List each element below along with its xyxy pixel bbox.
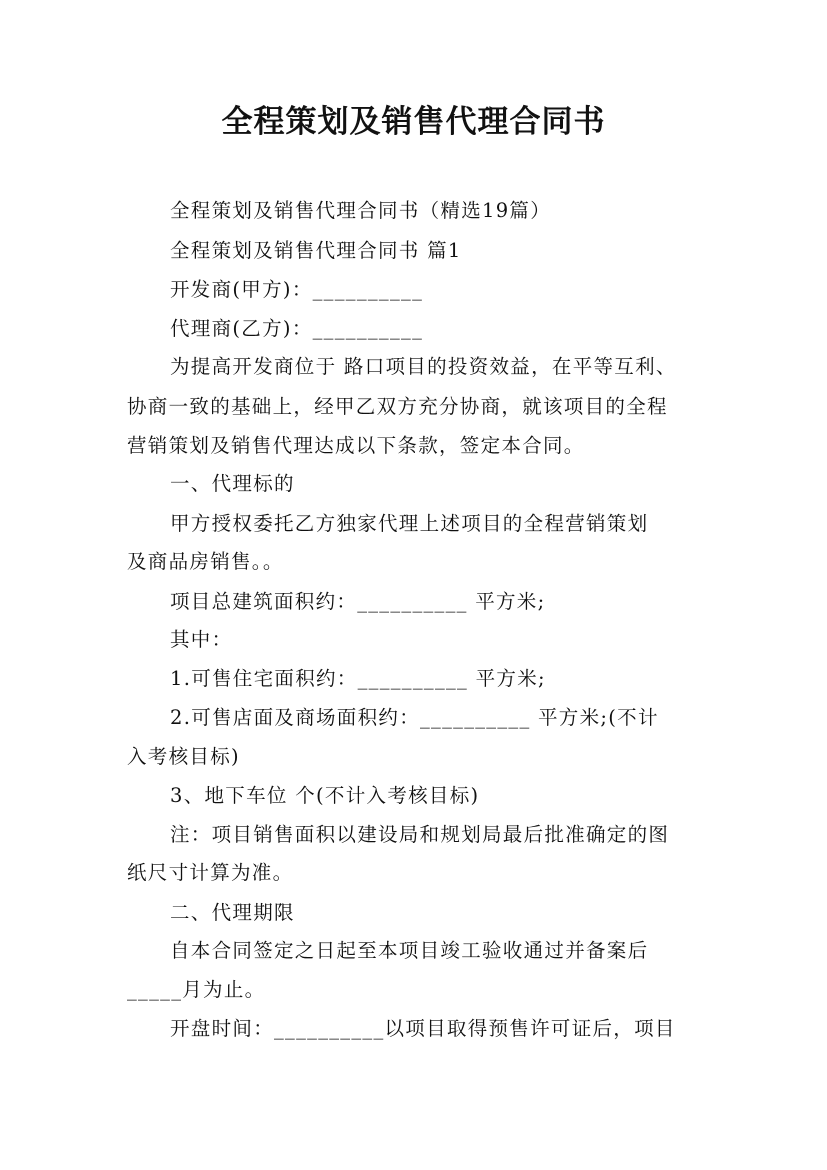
paragraph-line: _____月为止。 — [127, 978, 266, 1001]
paragraph-line: 为提高开发商位于 路口项目的投资效益，在平等互利、 — [170, 355, 677, 378]
area-line: 2.可售店面及商场面积约：__________ 平方米;(不计 — [170, 706, 659, 729]
paragraph-line: 3、地下车位 个(不计入考核目标) — [170, 784, 480, 807]
paragraph-line: 入考核目标) — [127, 745, 240, 768]
subtitle-line: 全程策划及销售代理合同书（精选19篇） — [170, 199, 552, 222]
paragraph-line: 营销策划及销售代理达成以下条款，签定本合同。 — [127, 434, 585, 457]
party-a-line: 开发商(甲方)：__________ — [170, 278, 424, 301]
clause-heading-line: 一、代理标的 — [170, 472, 295, 495]
area-line: 项目总建筑面积约：__________ 平方米; — [170, 590, 546, 613]
paragraph-line: 及商品房销售。。 — [127, 550, 284, 573]
paragraph-line: 其中： — [170, 628, 233, 651]
document-title: 全程策划及销售代理合同书 — [221, 104, 606, 140]
paragraph-line: 开盘时间：__________以项目取得预售许可证后，项目 — [170, 1017, 676, 1040]
paragraph-line: 自本合同签定之日起至本项目竣工验收通过并备案后 — [170, 939, 649, 962]
paragraph-line: 甲方授权委托乙方独家代理上述项目的全程营销策划 — [170, 512, 649, 535]
note-line: 纸尺寸计算为准。 — [127, 861, 294, 884]
clause-heading-line: 二、代理期限 — [170, 901, 295, 924]
paragraph-line: 协商一致的基础上，经甲乙双方充分协商，就该项目的全程 — [127, 395, 668, 418]
area-line: 1.可售住宅面积约：__________ 平方米; — [170, 667, 546, 690]
note-line: 注：项目销售面积以建设局和规划局最后批准确定的图 — [170, 823, 670, 846]
section-heading-line: 全程策划及销售代理合同书 篇1 — [170, 239, 462, 262]
party-b-line: 代理商(乙方)：__________ — [170, 317, 424, 340]
